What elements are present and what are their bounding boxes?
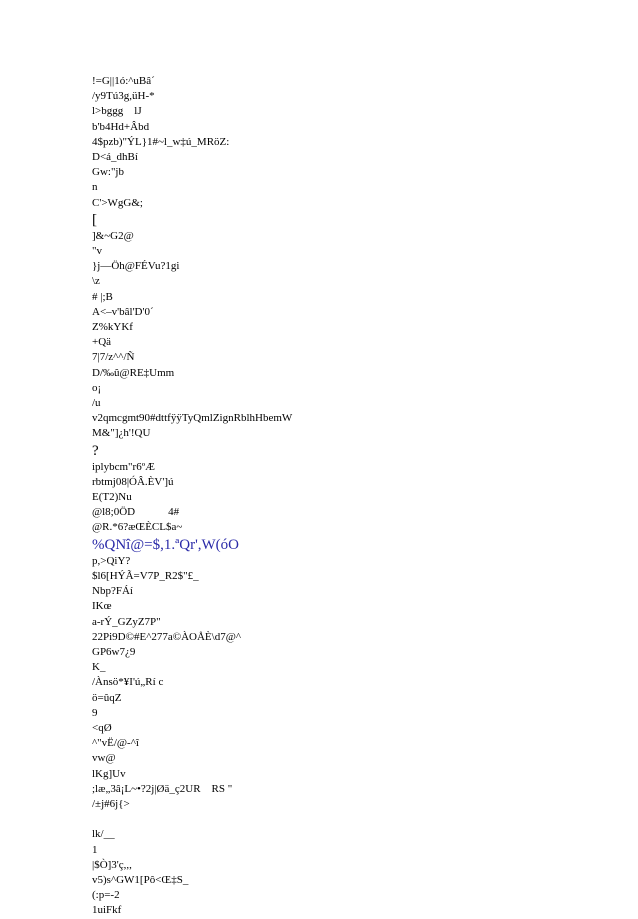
document-line: K_ bbox=[92, 661, 106, 674]
document-line: o¡ bbox=[92, 381, 102, 394]
document-line: 7|7/z^^/Ñ bbox=[92, 351, 135, 364]
document-line: iplybcm"r6ºÆ bbox=[92, 460, 155, 473]
document-line: E(T2)Nu bbox=[92, 491, 132, 504]
document-line: v5)s^GW1[Pô<Œ‡S_ bbox=[92, 873, 189, 886]
document-line: vw@ bbox=[92, 752, 116, 765]
document-line: /y9Tú3g,üH-* bbox=[92, 90, 155, 103]
document-line: <qØ bbox=[92, 721, 112, 734]
document-line: "v bbox=[92, 245, 102, 258]
document-line: C'>WgG&; bbox=[92, 196, 143, 209]
document-line: @R.*6?æŒÈCL$a~ bbox=[92, 521, 183, 534]
document-line: 1 bbox=[92, 843, 98, 856]
document-line: 1uiFkf bbox=[92, 904, 122, 917]
document-line: Gw:"jb bbox=[92, 166, 124, 179]
document-line: GP6w7¿9 bbox=[92, 645, 136, 658]
document-line: ;læ„3â¡L~•?2j|Øä_ç2UR RS " bbox=[92, 782, 233, 795]
document-line: D/‰û@RE‡Umm bbox=[92, 366, 175, 379]
document-line: A<–v'bâl'D'0´ bbox=[92, 305, 154, 318]
document-line: lKg]Uv bbox=[92, 767, 126, 780]
document-line: lk/__ bbox=[92, 828, 115, 841]
document-line: [ bbox=[92, 211, 97, 228]
document-line: ? bbox=[92, 442, 99, 459]
document-line: /u bbox=[92, 397, 101, 410]
document-line: +Qä bbox=[92, 336, 112, 349]
document-line: b'b4Hd+Âbd bbox=[92, 120, 150, 133]
document-line: |$Ò]3'ç,,, bbox=[92, 858, 132, 871]
document-line: ]&~G2@ bbox=[92, 229, 134, 242]
document-line: # |;B bbox=[92, 290, 113, 303]
document-line: Z%kYKf bbox=[92, 321, 133, 334]
document-line: /Ànsö*¥I'ú„Rí c bbox=[92, 676, 164, 689]
document-line: IKœ bbox=[92, 600, 112, 613]
document-line: rbtmj08|ÓÂ.ÈV']ú bbox=[92, 475, 174, 488]
document-line: /±j#6j{> bbox=[92, 797, 130, 810]
document-line: 4$pzb)"ÝL}1#~l_w‡ú_MRöZ: bbox=[92, 135, 230, 148]
document-line: 9 bbox=[92, 706, 98, 719]
document-line: %QNî@=$,1.ªQr',W(óO bbox=[92, 536, 240, 553]
document-line: @l8;0ÖD 4# bbox=[92, 506, 180, 519]
document-body bbox=[92, 74, 612, 919]
document-line: p,>QiY? bbox=[92, 554, 131, 567]
document-line: (:p=-2 bbox=[92, 889, 120, 902]
document-line: a-rÝ_GZyZ7P" bbox=[92, 615, 161, 628]
document-line: D<á_dhBí bbox=[92, 151, 138, 164]
document-line: Nbp?FÁí bbox=[92, 585, 133, 598]
document-line bbox=[92, 812, 612, 827]
document-line: }j—Öh@FÉVu?1gi bbox=[92, 260, 180, 273]
document-line: 22Pi9D©#E^277a©ÀOÅÈ\d7@^ bbox=[92, 630, 241, 643]
document-line: M&"]¿h'!QU bbox=[92, 427, 151, 440]
document-line: ö=ûqZ bbox=[92, 691, 122, 704]
document-line: \z bbox=[92, 275, 100, 288]
document-line: n bbox=[92, 181, 98, 194]
document-line: !=G||1ó:^uBâ´ bbox=[92, 75, 155, 87]
document-line: l>bggg lJ bbox=[92, 105, 142, 118]
document-line: ^"vË/@-^î bbox=[92, 737, 139, 750]
document-line: $l6[HÝÃ=V7P_R2$"£_ bbox=[92, 569, 199, 582]
document-line: v2qmcgmt90#dttfÿÿTyQmlZignRblhHbemW bbox=[92, 412, 293, 425]
